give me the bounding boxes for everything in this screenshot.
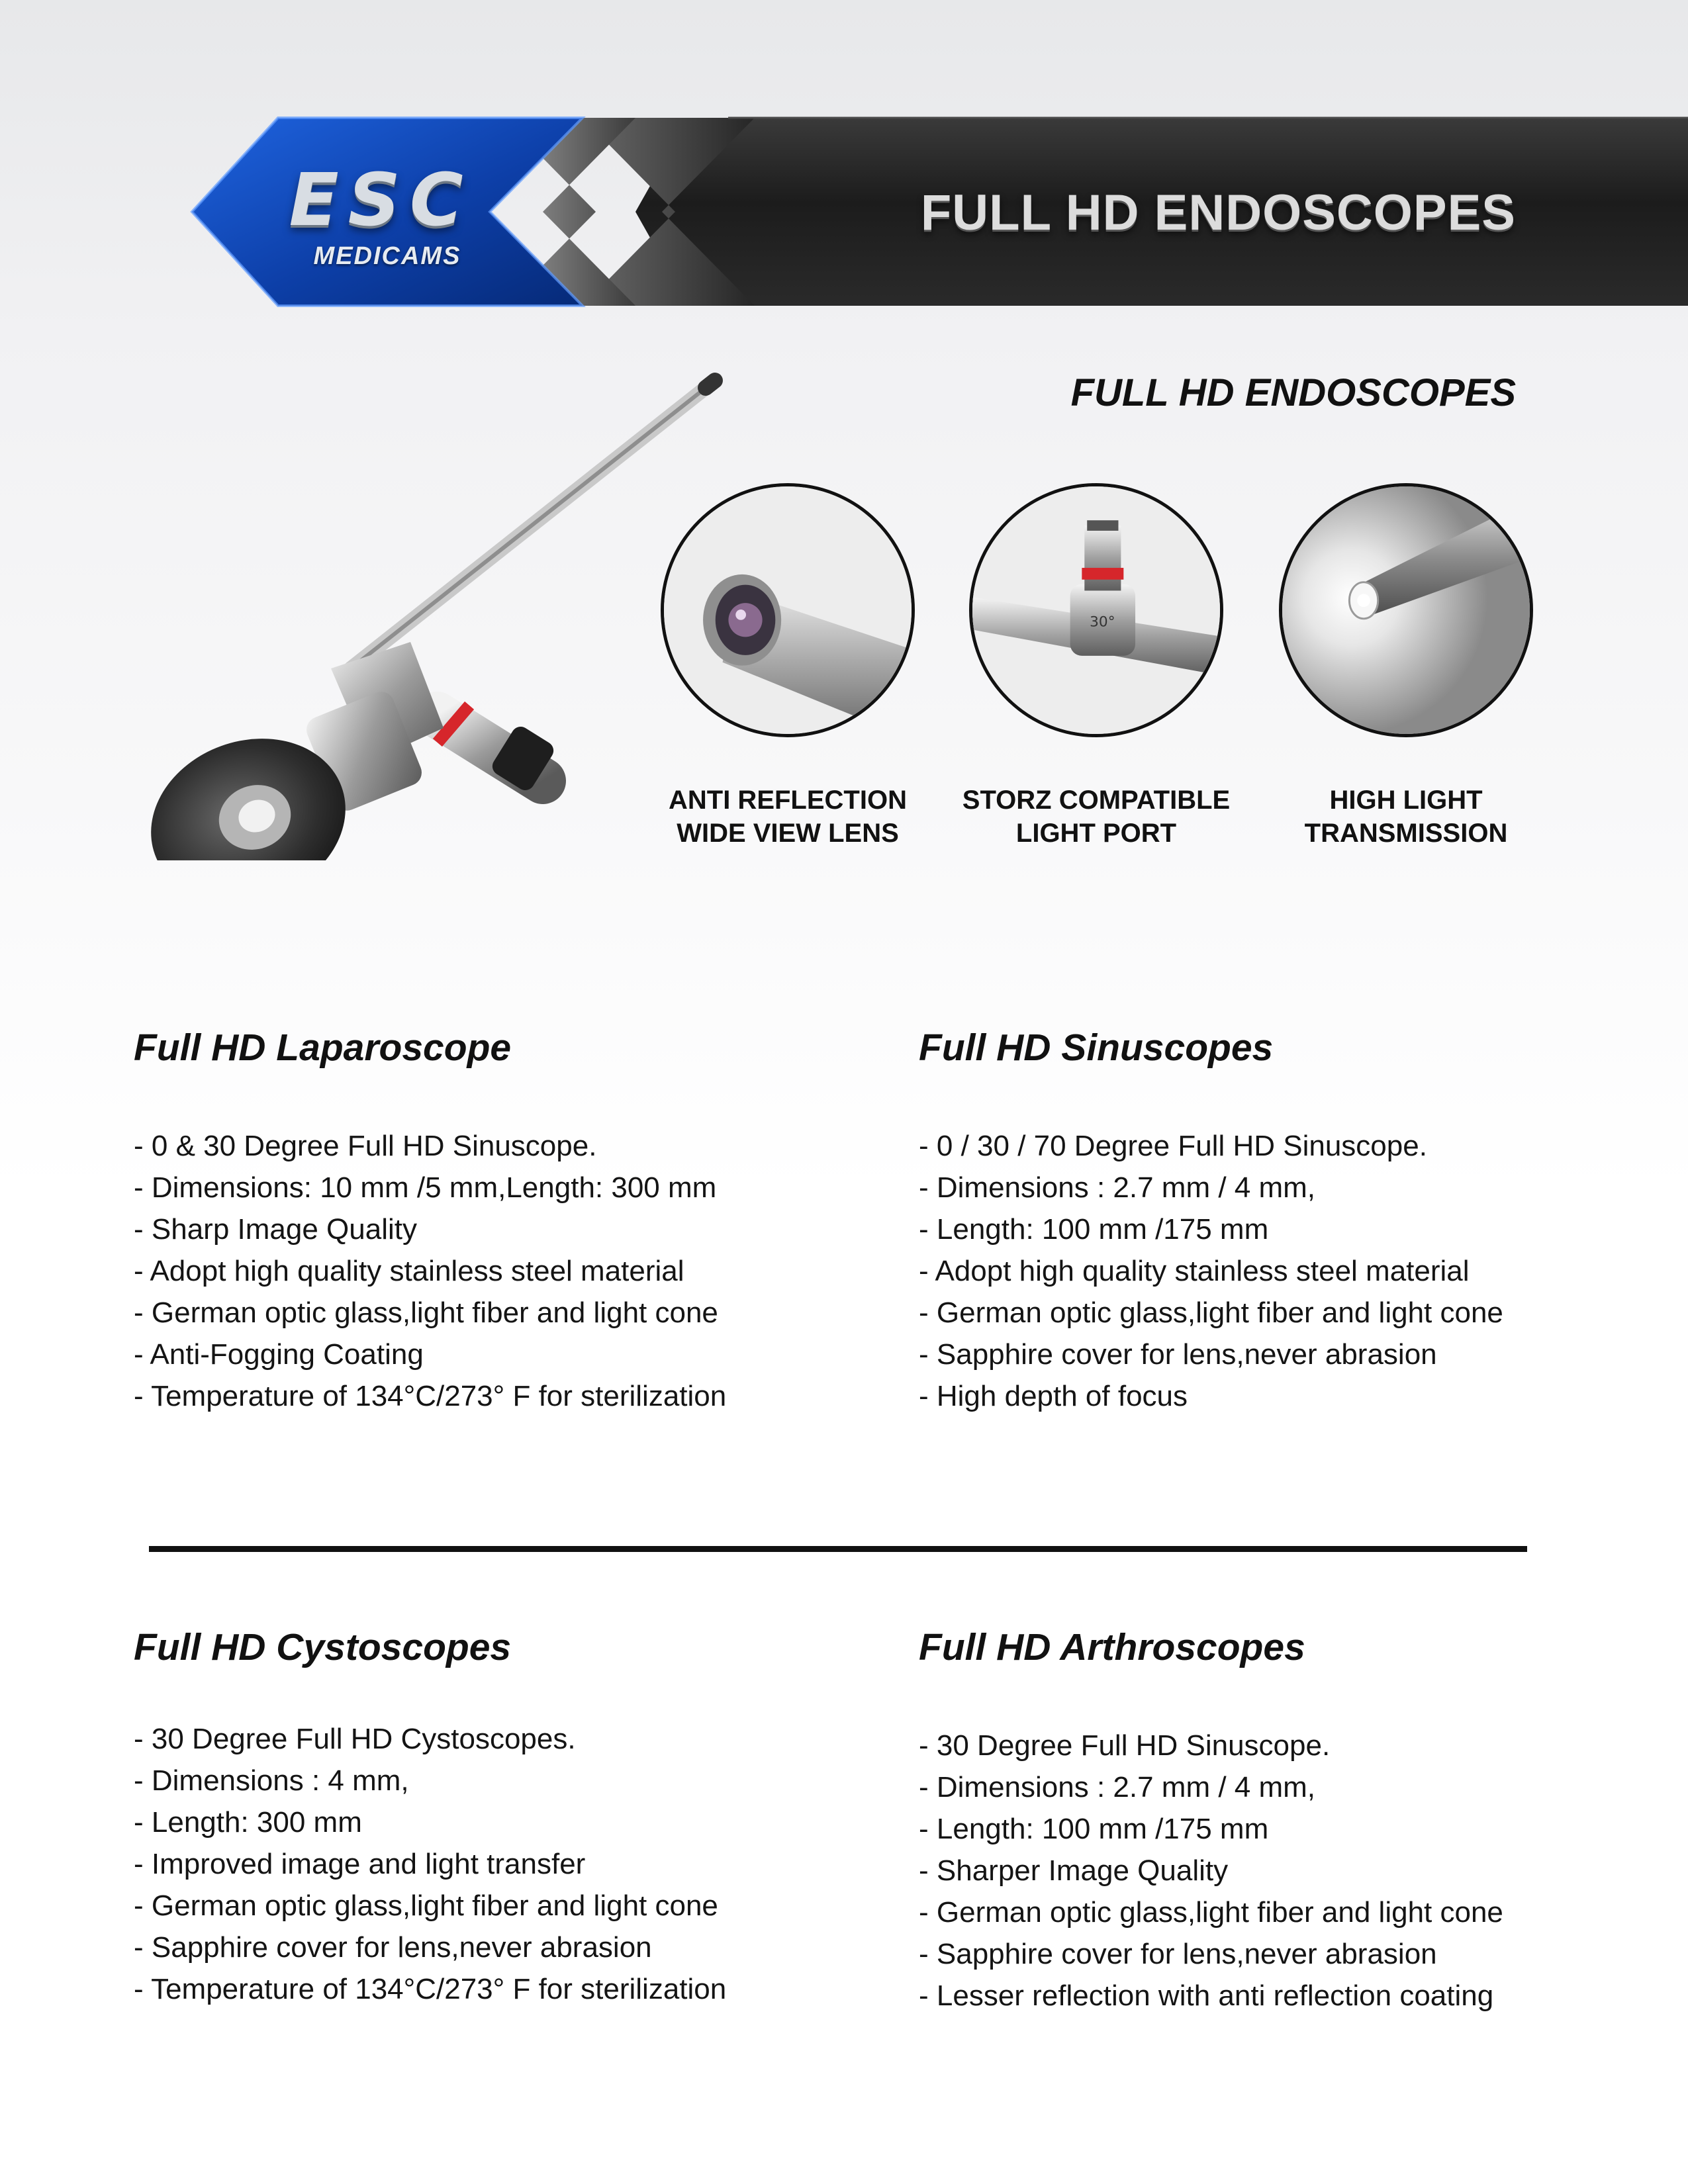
brand-logo: ESC: [289, 158, 473, 242]
spec-list: [919, 1125, 1620, 1417]
list-item: - Sapphire cover for lens,never abrasion: [919, 1938, 1437, 1970]
feature-light-port: [937, 483, 1255, 850]
list-item: - 0 / 30 / 70 Degree Full HD Sinuscope.: [919, 1130, 1427, 1162]
brand-subtitle: MEDICAMS: [313, 242, 461, 270]
section-arthroscopes: [919, 1625, 1620, 2017]
list-item: - Dimensions : 4 mm,: [134, 1764, 409, 1797]
list-item: - Temperature of 134°C/273° F for sterilization: [134, 1973, 727, 2005]
list-item: - Sapphire cover for lens,never abrasion: [134, 1931, 652, 1964]
feature-light-transmission: [1247, 483, 1565, 850]
list-item: - 30 Degree Full HD Cystoscopes.: [134, 1723, 576, 1755]
lens-closeup-icon: [661, 483, 915, 737]
section-title: Full HD Cystoscopes: [134, 1626, 512, 1668]
banner-graphic: [0, 0, 1688, 331]
list-item: - 30 Degree Full HD Sinuscope.: [919, 1729, 1331, 1762]
svg-text:30°: 30°: [1090, 614, 1115, 631]
banner-title: FULL HD ENDOSCOPES: [920, 185, 1516, 241]
list-item: - German optic glass,light fiber and light cone: [919, 1297, 1503, 1329]
feature-label: HIGH LIGHT TRANSMISSION: [1304, 786, 1508, 848]
spec-list: [134, 1125, 835, 1417]
section-sinuscopes: [919, 1026, 1620, 1417]
list-item: - Temperature of 134°C/273° F for sterilization: [134, 1380, 727, 1412]
list-item: - Anti-Fogging Coating: [134, 1338, 424, 1371]
list-item: - Adopt high quality stainless steel material: [919, 1255, 1470, 1287]
list-item: - Length: 100 mm /175 mm: [919, 1213, 1269, 1246]
spec-list: [919, 1725, 1620, 2017]
list-item: - Length: 100 mm /175 mm: [919, 1813, 1269, 1845]
list-item: - Sharp Image Quality: [134, 1213, 417, 1246]
section-cystoscopes: [134, 1625, 835, 2010]
section-divider: [149, 1546, 1527, 1552]
list-item: - Adopt high quality stainless steel material: [134, 1255, 684, 1287]
list-item: - Lesser reflection with anti reflection coating: [919, 1979, 1494, 2012]
list-item: - Sapphire cover for lens,never abrasion: [919, 1338, 1437, 1371]
page-subtitle: FULL HD ENDOSCOPES: [1070, 371, 1516, 414]
list-item: - Sharper Image Quality: [919, 1854, 1229, 1887]
section-title: Full HD Laparoscope: [134, 1026, 512, 1069]
list-item: - Improved image and light transfer: [134, 1848, 586, 1880]
list-item: - German optic glass,light fiber and light cone: [134, 1889, 718, 1922]
list-item: - Dimensions: 10 mm /5 mm,Length: 300 mm: [134, 1171, 717, 1204]
list-item: - High depth of focus: [919, 1380, 1188, 1412]
feature-label: STORZ COMPATIBLE LIGHT PORT: [962, 786, 1231, 848]
list-item: - 0 & 30 Degree Full HD Sinuscope.: [134, 1130, 597, 1162]
section-laparoscope: [134, 1026, 835, 1417]
list-item: - Length: 300 mm: [134, 1806, 362, 1839]
list-item: - German optic glass,light fiber and light cone: [134, 1297, 718, 1329]
section-title: Full HD Sinuscopes: [919, 1026, 1274, 1069]
light-port-icon: [969, 483, 1223, 737]
spec-list: [134, 1718, 835, 2010]
list-item: - Dimensions : 2.7 mm / 4 mm,: [919, 1171, 1316, 1204]
section-title: Full HD Arthroscopes: [919, 1626, 1305, 1668]
light-beam-icon: [1279, 483, 1533, 737]
feature-label: ANTI REFLECTION WIDE VIEW LENS: [669, 786, 907, 848]
feature-anti-reflection: [629, 483, 947, 850]
header-banner: [0, 0, 1688, 331]
list-item: - Dimensions : 2.7 mm / 4 mm,: [919, 1771, 1316, 1803]
list-item: - German optic glass,light fiber and light cone: [919, 1896, 1503, 1929]
